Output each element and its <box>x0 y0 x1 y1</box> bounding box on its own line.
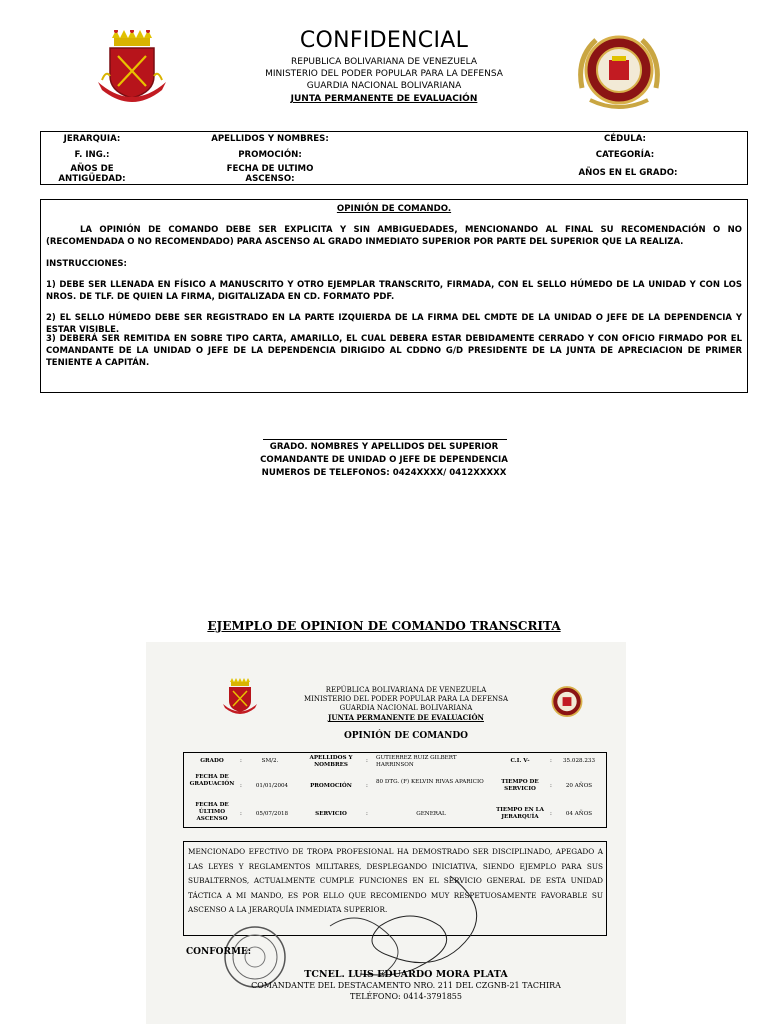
ex-colon: : <box>366 811 368 817</box>
ex-fgrad-label: FECHA DE GRADUACIÓN <box>189 774 235 787</box>
cedula-label: CÉDULA: <box>603 134 646 144</box>
signature-line-1: GRADO. NOMBRES Y APELLIDOS DEL SUPERIOR <box>269 442 499 452</box>
republic-line: REPUBLICA BOLIVARIANA DE VENEZUELA <box>291 57 477 67</box>
ex-colon: : <box>240 811 242 817</box>
example-guard: GUARDIA NACIONAL BOLIVARIANA <box>339 704 473 712</box>
example-republic: REPÚBLICA BOLIVARIANA DE VENEZUELA <box>325 686 487 694</box>
example-board: JUNTA PERMANENTE DE EVALUACIÓN <box>328 713 484 722</box>
ex-colon: : <box>366 783 368 789</box>
example-title: EJEMPLO DE OPINION DE COMANDO TRANSCRITA <box>207 619 561 633</box>
apellidos-label: APELLIDOS Y NOMBRES: <box>211 134 329 144</box>
board-line: JUNTA PERMANENTE DE EVALUACIÓN <box>290 94 478 104</box>
ex-colon: : <box>366 758 368 764</box>
jerarquia-label: JERARQUIA: <box>63 134 121 144</box>
ex-fasc-value: 05/07/2018 <box>255 811 289 817</box>
ex-colon: : <box>550 811 552 817</box>
fecha-ascenso-label: FECHA DE ULTIMO ASCENSO: <box>226 164 314 184</box>
guard-line: GUARDIA NACIONAL BOLIVARIANA <box>306 81 462 91</box>
promocion-label: PROMOCIÓN: <box>238 150 302 160</box>
instructions-title: INSTRUCCIONES: <box>46 259 127 269</box>
categoria-label: CATEGORÍA: <box>595 150 655 160</box>
ex-colon: : <box>240 783 242 789</box>
ex-tserv-value: 20 AÑOS <box>565 783 593 789</box>
ex-tjer-value: 04 AÑOS <box>565 811 593 817</box>
example-opinion-text: MENCIONADO EFECTIVO DE TROPA PROFESIONAL HA DEMOSTRADO SER DISCIPLINADO, APEGADO A LAS LEYES Y REGLAMENTOS MILITARES, DESPLEGANDO INICIATIVA, SIENDO EJEMPLO PARA SUS SUBALTERNOS, ACTUALMENTE CUMPLE FUNCIONES EN EL SERVICIO GENERAL DE ESTA UNIDAD TÁCTICA A MI MANDO, ES POR ELLO QUE RECOMIENDO MUY RESPETUOSAMENTE FAVORABLE SU ASCENSO A LA JERARQUÍA INMEDIATA SUPERIOR. <box>188 847 603 914</box>
signature-line-3: NUMEROS DE TELEFONOS: 0424XXXX/ 0412XXXXX <box>261 468 507 478</box>
ex-apellidos-value: GUTIERREZ RUIZ GILBERT HARRINSON <box>376 755 457 768</box>
ex-grado-value: SM/2. <box>261 758 279 764</box>
signature-line <box>263 439 507 440</box>
ex-apellidos-label: APELLIDOS Y NOMBRES <box>309 755 353 768</box>
opinion-intro: LA OPINIÓN DE COMANDO DEBE SER EXPLICITA Y SIN AMBIGUEDADES, MENCIONANDO AL FINAL SU RECOMENDACIÓN O NO (RECOMENDADA O NO RECOMENDADO) PARA ASCENSO AL GRADO INMEDIATO SUPERIOR POR PARTE DEL SUPERIOR QUE LA REALIZA. <box>46 225 742 247</box>
example-ministry: MINISTERIO DEL PODER POPULAR PARA LA DEFENSA <box>303 695 509 703</box>
ex-fgrad-value: 01/01/2004 <box>255 783 289 789</box>
example-signer-role: COMANDANTE DEL DESTACAMENTO NRO. 211 DEL CZGNB-21 TACHIRA <box>251 981 561 990</box>
opinion-title: OPINIÓN DE COMANDO. <box>336 204 452 214</box>
f-ing-label: F. ING.: <box>74 150 110 160</box>
example-signature-scribble <box>300 866 500 986</box>
ex-serv-label: SERVICIO <box>315 811 347 817</box>
instruction-1: 1) DEBE SER LLENADA EN FÍSICO A MANUSCRITO Y OTRO EJEMPLAR TRANSCRITO, FIRMADA, CON EL SELLO HÚMEDO DE LA UNIDAD Y CON LOS NROS. DE TLF. DE QUIEN LA FIRMA, DIGITALIZADA EN CD. FORMATO PDF. <box>46 280 742 302</box>
ex-prom-label: PROMOCIÓN <box>310 783 352 789</box>
ministry-line: MINISTERIO DEL PODER POPULAR PARA LA DEFENSA <box>265 69 503 79</box>
example-signer: TCNEL. LUIS EDUARDO MORA PLATA <box>304 969 508 980</box>
confidential-title: CONFIDENCIAL <box>299 28 469 53</box>
ex-colon: : <box>240 758 242 764</box>
example-conforme: CONFORME: <box>186 947 252 957</box>
ex-ci-value: 35.028.233 <box>562 758 596 764</box>
ex-tjer-label: TIEMPO EN LA JERARQUÍA <box>496 807 544 820</box>
example-signer-phone: TELÉFONO: 0414-3791855 <box>350 992 462 1001</box>
ex-serv-value: GENERAL <box>416 811 446 817</box>
instruction-2: 2) EL SELLO HÚMEDO DEBE SER REGISTRADO EN LA PARTE IZQUIERDA DE LA FIRMA DEL CMDTE DE LA UNIDAD O JEFE DE LA DEPENDENCIA Y ESTAR VISIBLE. <box>46 313 742 335</box>
ex-colon: : <box>550 758 552 764</box>
example-op-title: OPINIÓN DE COMANDO <box>343 731 469 741</box>
anios-antiguedad-label: AÑOS DE ANTIGÜEDAD: <box>58 164 126 184</box>
ex-grado-label: GRADO <box>200 758 224 764</box>
ex-ci-label: C.I. V- <box>510 758 530 764</box>
anios-grado-label: AÑOS EN EL GRADO: <box>578 168 678 178</box>
ex-tserv-label: TIEMPO DE SERVICIO <box>501 779 539 792</box>
signature-line-2: COMANDANTE DE UNIDAD O JEFE DE DEPENDENCIA <box>260 455 508 465</box>
instruction-3: 3) DEBERÁ SER REMITIDA EN SOBRE TIPO CARTA, AMARILLO, EL CUAL DEBERA ESTAR DEBIDAMENTE CERRADO Y CON OFICIO FIRMADO POR EL COMANDANTE DE LA UNIDAD O JEFE DE LA DEPENDENCIA DIRIGIDO AL CDDNO G/D PRESIDENTE DE LA JUNTA DE APRECIACION DE PRIMER TENIENTE A CAPITÁN. <box>46 334 742 368</box>
ex-prom-value: 80 DTG. (F) KELVIN RIVAS APARICIO <box>376 779 484 785</box>
ex-fasc-label: FECHA DE ÚLTIMO ASCENSO <box>195 802 229 822</box>
ex-colon: : <box>550 783 552 789</box>
